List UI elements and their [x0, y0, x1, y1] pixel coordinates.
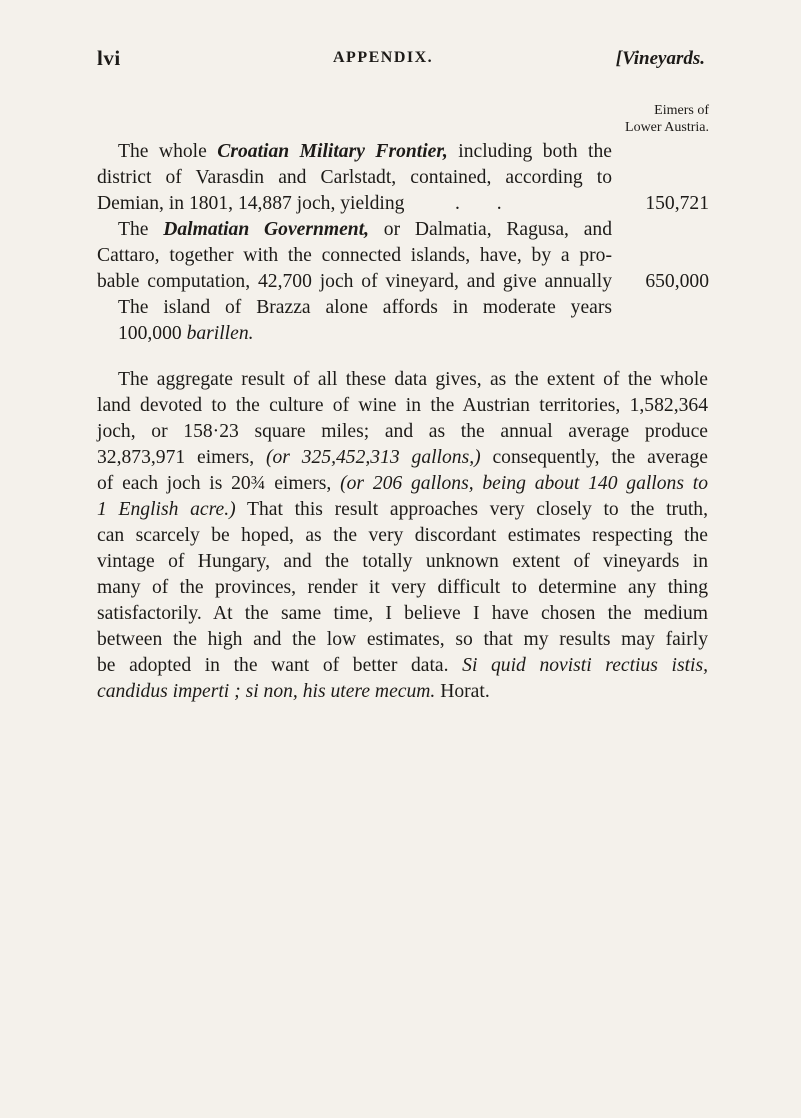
paragraph-line: 1 English acre.) That this result approaches very closely to the truth, — [97, 499, 709, 520]
entry-line: The Dalmatian Government, or Dalmatia, Ragusa, and — [118, 219, 612, 240]
entry-line: Demian, in 1801, 14,887 joch, yielding — [97, 193, 405, 214]
paragraph-line: The aggregate result of all these data gives, as the extent of the whole — [118, 369, 708, 390]
paragraph-line: 32,873,971 eimers, (or 325,452,313 gallons,) consequently, the average — [97, 447, 708, 468]
running-header — [97, 46, 705, 74]
page-number: lvi — [97, 46, 121, 70]
paragraph-line: joch, or 158·23 square miles; and as the annual average produce — [97, 421, 708, 442]
paragraph-line: candidus imperti ; si non, his utere mecum. Horat. — [97, 681, 490, 702]
amount-value: 650,000 — [645, 271, 709, 292]
entry-line: The whole Croatian Military Frontier, including both the — [118, 141, 612, 162]
entry-line: Cattaro, together with the connected islands, have, by a pro- — [97, 245, 612, 266]
running-title: APPENDIX. — [333, 49, 434, 66]
column-heading-line: Eimers of — [654, 103, 709, 118]
entry-line: The island of Brazza alone affords in moderate years — [118, 297, 612, 318]
paragraph-line: vintage of Hungary, and the totally unknown extent of vineyards in — [97, 551, 708, 572]
paragraph-line: can scarcely be hoped, as the very discordant estimates respecting the — [97, 525, 708, 546]
entry-line: 100,000 barillen. — [118, 323, 254, 344]
section-title: [Vineyards. — [615, 48, 705, 69]
entry-line: district of Varasdin and Carlstadt, contained, according to — [97, 167, 612, 188]
leader-dots: . . — [455, 193, 502, 214]
paragraph-line: of each joch is 20¾ eimers, (or 206 gallons, being about 140 gallons to — [97, 473, 708, 494]
paragraph-line: land devoted to the culture of wine in the Austrian territories, 1,582,364 — [97, 395, 708, 416]
paragraph-line: satisfactorily. At the same time, I believe I have chosen the medium — [97, 603, 708, 624]
paragraph-line: many of the provinces, render it very difficult to determine any thing — [97, 577, 708, 598]
amount-column-heading — [569, 102, 709, 136]
entry-line: bable computation, 42,700 joch of vineyard, and give annually — [97, 271, 612, 292]
column-heading-line: Lower Austria. — [625, 120, 709, 135]
amount-value: 150,721 — [645, 193, 709, 214]
paragraph-line: be adopted in the want of better data. Si quid novisti rectius istis, — [97, 655, 708, 676]
paragraph-line: between the high and the low estimates, so that my results may fairly — [97, 629, 708, 650]
